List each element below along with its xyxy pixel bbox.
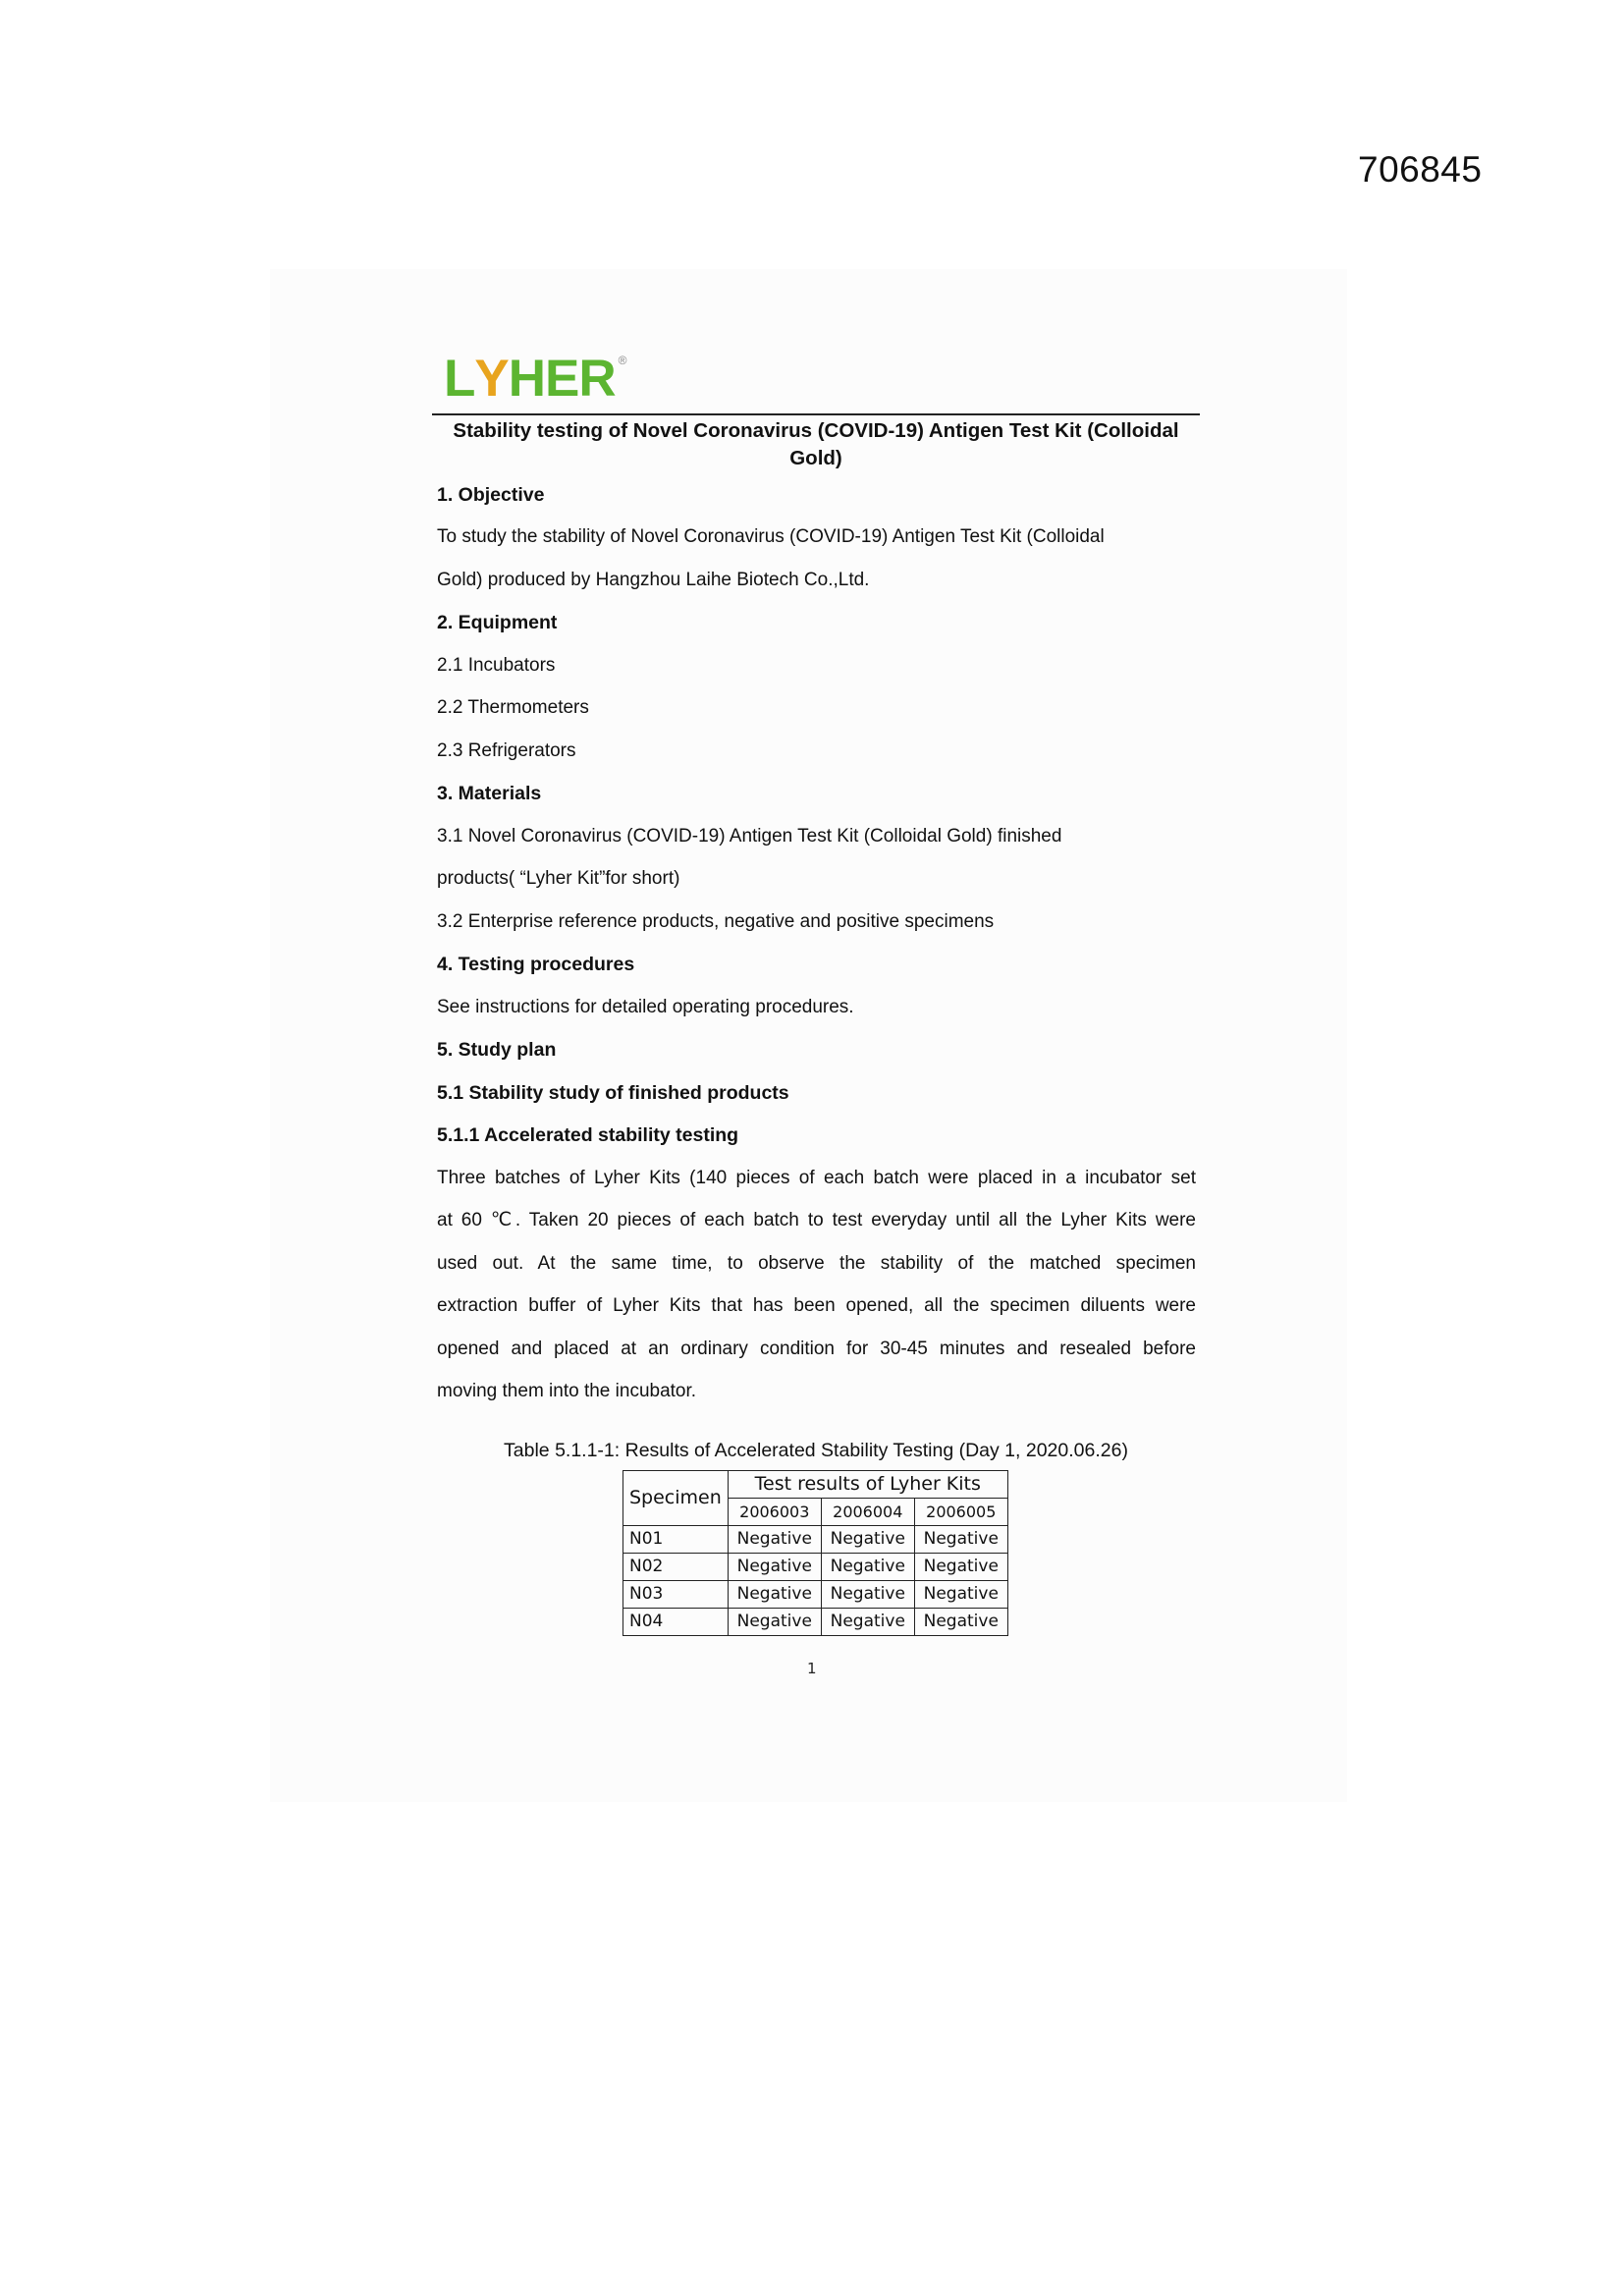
paragraph-line-3: used out. At the same time, to observe the stability of the matched specimen [437, 1253, 1196, 1274]
table-row [623, 1526, 1008, 1554]
result-cell: Negative [914, 1526, 1007, 1554]
equipment-item-thermometers: 2.2 Thermometers [437, 697, 589, 718]
equipment-item-refrigerators: 2.3 Refrigerators [437, 740, 576, 761]
heading-stability-study: 5.1 Stability study of finished products [437, 1082, 789, 1104]
materials-line-2: products( “Lyher Kit”for short) [437, 868, 680, 889]
heading-objective: 1. Objective [437, 484, 545, 506]
result-cell: Negative [728, 1526, 821, 1554]
equipment-item-incubators: 2.1 Incubators [437, 655, 556, 676]
result-cell: Negative [728, 1609, 821, 1636]
lyher-logo [444, 350, 626, 408]
paragraph-line-2: at 60 ℃. Taken 20 pieces of each batch to test everyday until all the Lyher Kits were [437, 1210, 1196, 1230]
heading-testing-procedures: 4. Testing procedures [437, 954, 635, 975]
result-cell: Negative [914, 1581, 1007, 1609]
heading-equipment: 2. Equipment [437, 612, 558, 633]
specimen-cell: N01 [623, 1526, 729, 1554]
table-caption: Table 5.1.1-1: Results of Accelerated Stability Testing (Day 1, 2020.06.26) [504, 1440, 1128, 1461]
objective-line-1: To study the stability of Novel Coronavirus (COVID-19) Antigen Test Kit (Colloidal [437, 526, 1105, 547]
logo-letter-l: L [444, 350, 475, 408]
header-rule [432, 413, 1200, 415]
table-row [623, 1554, 1008, 1581]
paragraph-line-1: Three batches of Lyher Kits (140 pieces of each batch were placed in a incubator set [437, 1168, 1196, 1188]
page-number: 1 [807, 1660, 817, 1677]
document-number: 706845 [1358, 149, 1483, 190]
result-cell: Negative [914, 1609, 1007, 1636]
specimen-cell: N02 [623, 1554, 729, 1581]
result-cell: Negative [728, 1581, 821, 1609]
heading-accelerated-testing: 5.1.1 Accelerated stability testing [437, 1124, 739, 1146]
paragraph-line-4: extraction buffer of Lyher Kits that has been opened, all the specimen diluents were [437, 1295, 1196, 1316]
result-cell: Negative [914, 1554, 1007, 1581]
registered-mark-icon: ® [618, 354, 626, 367]
specimen-cell: N03 [623, 1581, 729, 1609]
batch-header: 2006005 [914, 1499, 1007, 1526]
heading-study-plan: 5. Study plan [437, 1039, 557, 1061]
batch-header: 2006004 [821, 1499, 914, 1526]
logo-letter-y: Y [474, 350, 509, 408]
result-cell: Negative [821, 1609, 914, 1636]
group-header: Test results of Lyher Kits [728, 1471, 1007, 1499]
table-header-row [623, 1471, 1008, 1499]
heading-materials: 3. Materials [437, 783, 542, 804]
materials-line-1: 3.1 Novel Coronavirus (COVID-19) Antigen Test Kit (Colloidal Gold) finished [437, 826, 1062, 847]
testing-text: See instructions for detailed operating procedures. [437, 997, 854, 1017]
paragraph-line-6: moving them into the incubator. [437, 1381, 697, 1401]
table-row [623, 1609, 1008, 1636]
paragraph-line-5: opened and placed at an ordinary condition for 30-45 minutes and resealed before [437, 1339, 1196, 1359]
table-row [623, 1581, 1008, 1609]
document-title: Stability testing of Novel Coronavirus (COVID-19) Antigen Test Kit (Colloidal Gold) [453, 419, 1179, 469]
result-cell: Negative [728, 1554, 821, 1581]
specimen-header: Specimen [623, 1471, 729, 1526]
objective-line-2: Gold) produced by Hangzhou Laihe Biotech Co.,Ltd. [437, 570, 870, 590]
results-table [623, 1470, 1008, 1636]
logo-letters-her: HER [508, 350, 616, 408]
result-cell: Negative [821, 1526, 914, 1554]
result-cell: Negative [821, 1581, 914, 1609]
result-cell: Negative [821, 1554, 914, 1581]
specimen-cell: N04 [623, 1609, 729, 1636]
materials-line-3: 3.2 Enterprise reference products, negative and positive specimens [437, 911, 995, 932]
batch-header: 2006003 [728, 1499, 821, 1526]
